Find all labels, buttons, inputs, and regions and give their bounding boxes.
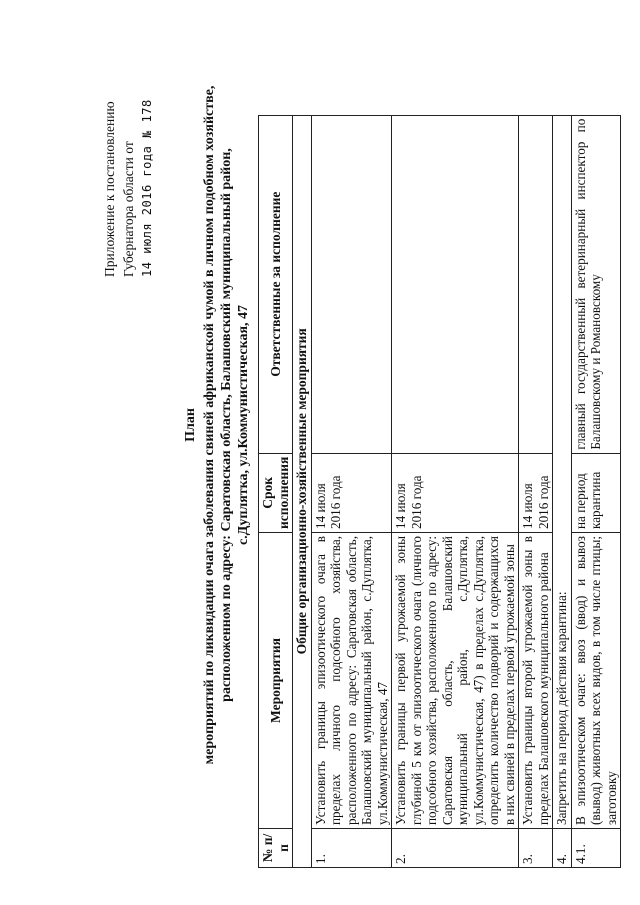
table-row — [311, 115, 392, 867]
measures-table — [258, 115, 621, 868]
row-action: Запретить на период действия карантина: — [553, 115, 572, 828]
row-num: 4. — [553, 829, 572, 868]
row-responsible — [392, 115, 519, 453]
approval-stamp — [100, 27, 157, 277]
row-responsible — [519, 115, 553, 453]
approval-line-2: Губернатора области от — [121, 141, 136, 277]
row-action: Установить границы первой угрожаемой зоны глубиной 5 км от эпизоотического очага (личного подсобного хозяйства, расположенного по адресу: Саратовская область, Балашовский муниципальный район, с.Дуплятка, ул.Коммунистическая, 47) в пределах с.Дуплятка, определить количество подворий и содержащихся в них свиней в пределах первой угрожаемой зоны — [392, 533, 519, 829]
row-action: Установить границы второй угрожаемой зоны в пределах Балашовского муниципального района — [519, 533, 553, 829]
table-row — [392, 115, 519, 867]
row-num: 4.1. — [571, 829, 621, 868]
section-title: Общие организационно-хозяйственные мероприятия — [293, 115, 312, 867]
approval-date-number: 14 июля 2016 года № 178 — [140, 99, 154, 277]
title-line-1: мероприятий по ликвидации очага заболевания свиней африканской чумой в личном подобном хозяйстве, — [202, 85, 217, 765]
title-line-3: с.Дуплятка, ул.Коммунистическая, 47 — [236, 304, 251, 546]
row-num: 3. — [519, 829, 553, 868]
table-row — [553, 115, 572, 867]
title-heading: План — [183, 408, 198, 442]
row-responsible: главный государственный ветеринарный инспектор по Балашовскому и Романовскому — [571, 115, 621, 453]
approval-line-1: Приложение к постановлению — [102, 101, 117, 277]
table-row — [571, 115, 621, 867]
row-term: на период карантина — [571, 453, 621, 532]
row-responsible — [311, 115, 392, 453]
row-term: 14 июля 2016 года — [519, 453, 553, 532]
document-title — [182, 75, 252, 775]
row-term: 14 июля 2016 года — [311, 453, 392, 532]
row-action: В эпизоотическом очаге: ввоз (ввод) и вывоз (вывод) животных всех видов, в том числе птицы; заготовку — [571, 533, 621, 829]
row-term: 14 июля 2016 года — [392, 453, 519, 532]
section-row — [293, 115, 312, 867]
header-num: № п/п — [259, 829, 293, 868]
row-action: Установить границы эпизоотического очага в пределах личного подсобного хозяйства, расположенного по адресу: Саратовская область, Балашовский муниципальный район, с.Дуплятка, ул.Коммунистическая, 47 — [311, 533, 392, 829]
table-header-row — [259, 115, 293, 867]
table-row — [519, 115, 553, 867]
title-line-2: расположенном по адресу: Саратовская область, Балашовский муниципальный район, — [219, 148, 234, 702]
row-num: 1. — [311, 829, 392, 868]
header-term: Срок исполнения — [259, 453, 293, 532]
row-num: 2. — [392, 829, 519, 868]
header-action: Мероприятия — [259, 533, 293, 829]
header-responsible: Ответственные за исполнение — [259, 115, 293, 453]
